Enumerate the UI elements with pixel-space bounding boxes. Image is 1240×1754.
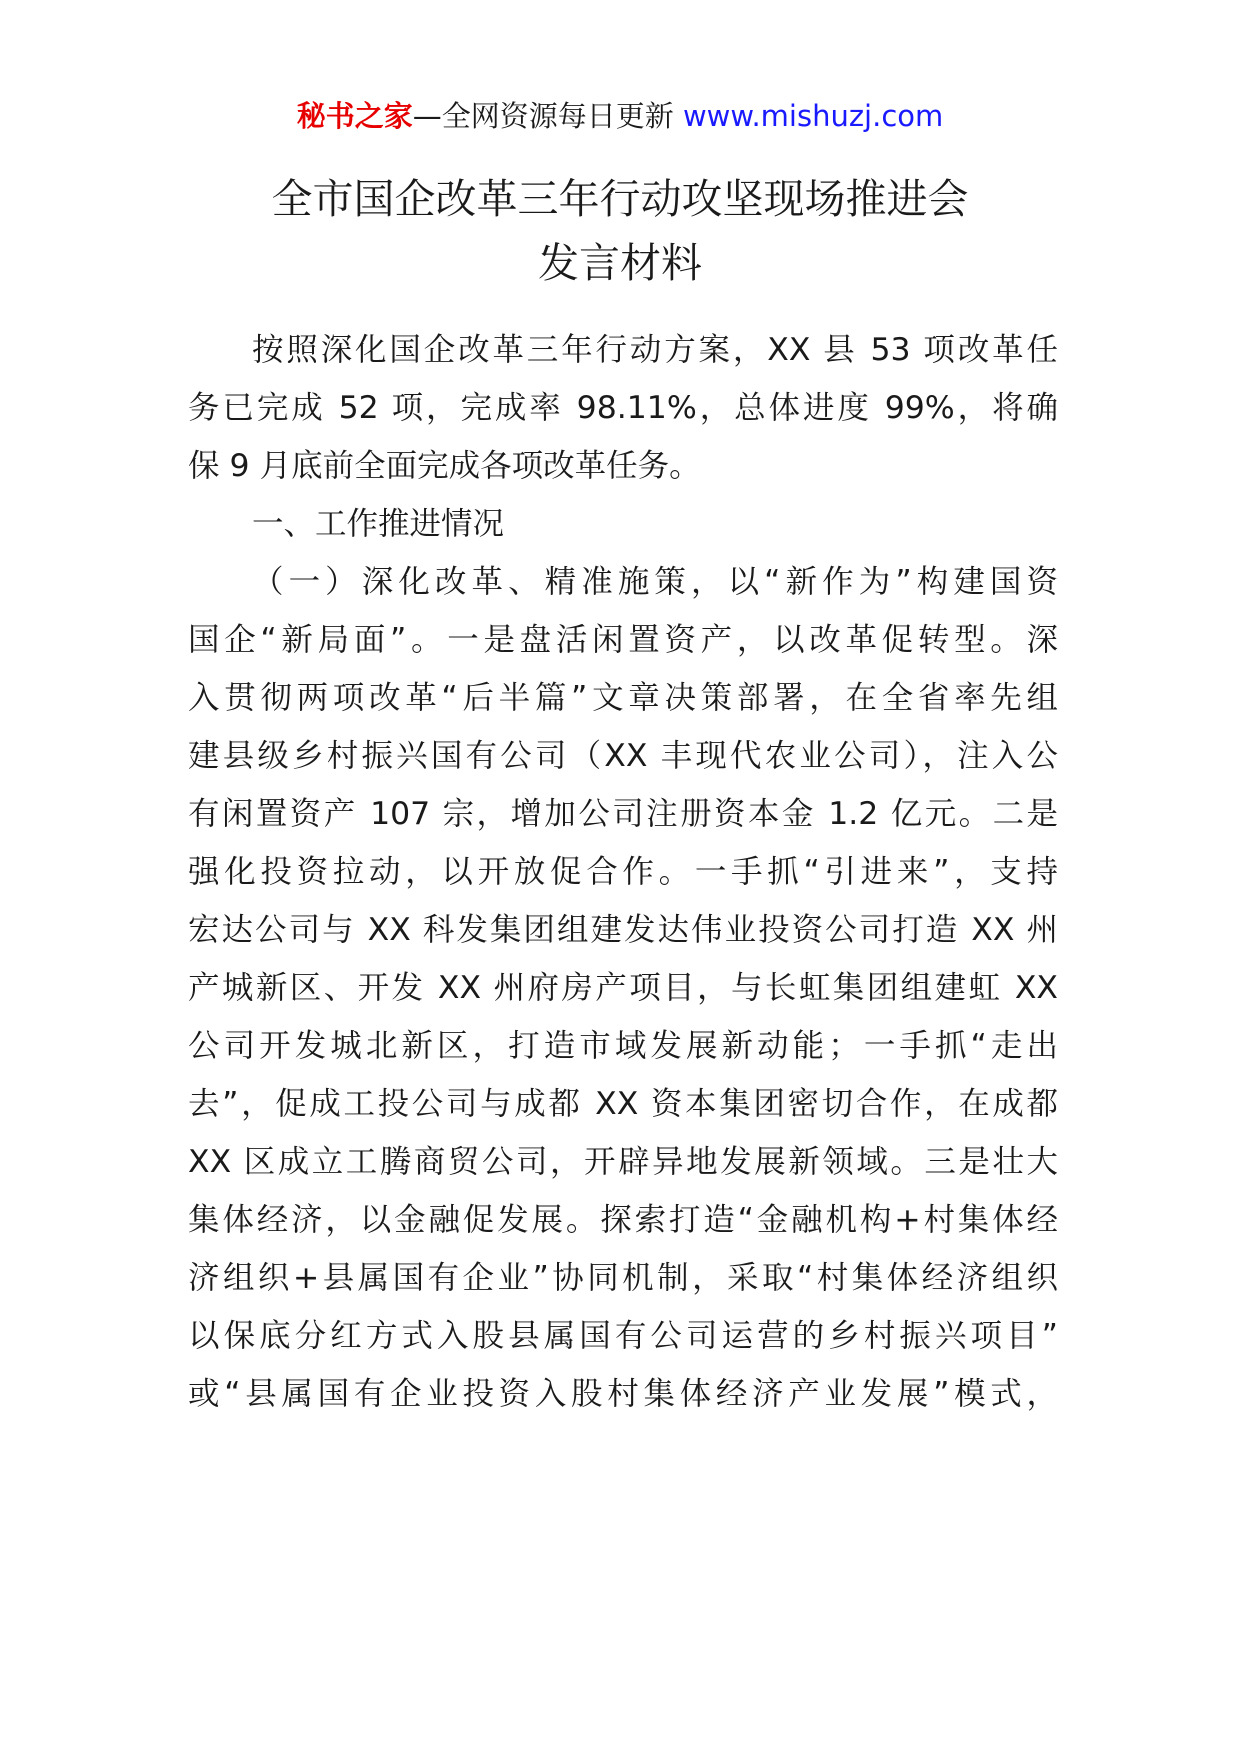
site-brand: 秘书之家 bbox=[296, 99, 413, 133]
body-line: 强化投资拉动，以开放促合作。一手抓“引进来”，支持 bbox=[188, 854, 1058, 890]
body-line: 建县级乡村振兴国有公司（XX 丰现代农业公司），注入公 bbox=[188, 738, 1058, 774]
body-line: 产城新区、开发 XX 州府房产项目，与长虹集团组建虹 XX bbox=[188, 970, 1058, 1006]
body-line: XX 区成立工腾商贸公司，开辟异地发展新领域。三是壮大 bbox=[188, 1144, 1058, 1180]
body-line: 或“县属国有企业投资入股村集体经济产业发展”模式， bbox=[188, 1376, 1058, 1412]
body-line: 入贯彻两项改革“后半篇”文章决策部署，在全省率先组 bbox=[188, 680, 1058, 716]
site-header bbox=[0, 96, 1240, 136]
site-tagline: —全网资源每日更新 bbox=[412, 99, 683, 133]
body-line: 国企“新局面”。一是盘活闲置资产，以改革促转型。深 bbox=[188, 622, 1058, 658]
body-line: 务已完成 52 项，完成率 98.11%，总体进度 99%，将确 bbox=[188, 390, 1058, 426]
document-title-line-1: 全市国企改革三年行动攻坚现场推进会 bbox=[271, 175, 969, 223]
body-line: 去”，促成工投公司与成都 XX 资本集团密切合作，在成都 bbox=[188, 1086, 1058, 1122]
body-line: 宏达公司与 XX 科发集团组建发达伟业投资公司打造 XX 州 bbox=[188, 912, 1058, 948]
body-line: 济组织+县属国有企业”协同机制，采取“村集体经济组织 bbox=[188, 1260, 1058, 1296]
site-url-link[interactable]: www.mishuzj.com bbox=[682, 99, 944, 133]
body-line: 有闲置资产 107 宗，增加公司注册资本金 1.2 亿元。二是 bbox=[188, 796, 1058, 832]
document-title-line-2: 发言材料 bbox=[538, 239, 702, 287]
body-line: （一）深化改革、精准施策，以“新作为”构建国资 bbox=[252, 564, 1058, 600]
body-line: 公司开发城北新区，打造市域发展新动能；一手抓“走出 bbox=[188, 1028, 1058, 1064]
body-line: 以保底分红方式入股县属国有公司运营的乡村振兴项目” bbox=[188, 1318, 1058, 1354]
body-line: 按照深化国企改革三年行动方案，XX 县 53 项改革任 bbox=[252, 332, 1058, 368]
body-line: 保 9 月底前全面完成各项改革任务。 bbox=[188, 448, 701, 484]
section-heading: 一、工作推进情况 bbox=[252, 506, 505, 542]
body-line: 集体经济，以金融促发展。探索打造“金融机构+村集体经 bbox=[188, 1202, 1058, 1238]
